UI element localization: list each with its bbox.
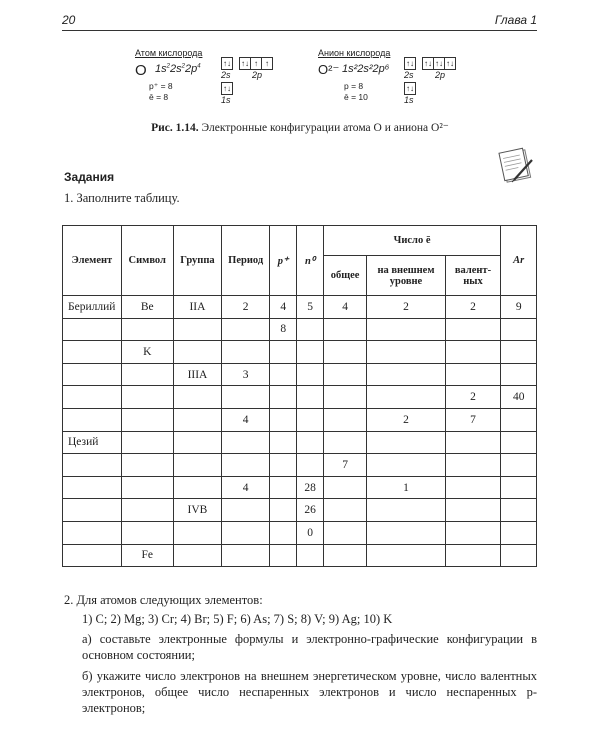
table-cell [270, 431, 297, 454]
table-cell: 4 [222, 408, 270, 431]
table-cell [121, 408, 173, 431]
table-row [63, 544, 537, 567]
table-cell: 9 [501, 296, 537, 319]
notepad-icon [496, 146, 536, 186]
table-cell [323, 408, 367, 431]
table-cell [121, 386, 173, 409]
table-cell [270, 454, 297, 477]
table-cell [222, 318, 270, 341]
atom-formula: $1s^22s^22p^4$ [155, 63, 201, 75]
table-cell: Цезий [63, 431, 122, 454]
table-row [63, 476, 537, 499]
anion-formula: 1s²2s²2p⁶ [342, 63, 390, 75]
table-row [63, 363, 537, 386]
anion-1s-cell: ↑↓ [406, 84, 414, 93]
table-cell [323, 476, 367, 499]
header-protons: p⁺ [270, 226, 297, 296]
elements-table [62, 225, 537, 567]
table-cell [173, 431, 222, 454]
table-cell [121, 318, 173, 341]
table-cell: K [121, 341, 173, 364]
table-cell [270, 341, 297, 364]
table-cell [367, 454, 445, 477]
table-cell [270, 408, 297, 431]
table-cell: 2 [367, 408, 445, 431]
table-cell: 2 [445, 296, 501, 319]
table-cell: 2 [222, 296, 270, 319]
atom-2s-label: 2s [221, 70, 231, 80]
header-electron-count: Число ē [323, 226, 501, 256]
anion-2s-cell: ↑↓ [406, 59, 414, 68]
task-2-item-b: б) укажите число электронов на внешнем энергетическом уровне, число валентных электронов, общее число неспаренных электронов и число неспаренных p-электронов; [82, 669, 537, 715]
table-cell [445, 431, 501, 454]
table-cell [297, 408, 323, 431]
table-cell [63, 544, 122, 567]
table-cell [323, 341, 367, 364]
table-cell: 5 [297, 296, 323, 319]
table-cell [222, 544, 270, 567]
task-2-intro: 2. Для атомов следующих элементов: [64, 593, 263, 607]
table-cell [367, 386, 445, 409]
table-cell [222, 521, 270, 544]
table-cell [63, 408, 122, 431]
table-cell [323, 544, 367, 567]
table-cell [121, 454, 173, 477]
table-cell [323, 386, 367, 409]
table-cell [445, 454, 501, 477]
atom-2p-label: 2p [252, 70, 263, 80]
table-cell: 28 [297, 476, 323, 499]
table-cell: IIIA [173, 363, 222, 386]
table-cell [121, 476, 173, 499]
table-cell [270, 499, 297, 522]
table-cell [173, 408, 222, 431]
table-cell [445, 363, 501, 386]
table-cell: IIA [173, 296, 222, 319]
table-cell [367, 499, 445, 522]
page-number: 20 [62, 13, 76, 27]
task-2-element-list: 1) C; 2) Mg; 3) Cr; 4) Br; 5) F; 6) As; 7) S; 8) V; 9) Ag; 10) K [82, 612, 393, 626]
table-cell [173, 476, 222, 499]
table-cell [222, 386, 270, 409]
table-cell [297, 318, 323, 341]
atom-configuration [135, 48, 295, 108]
table-cell [63, 521, 122, 544]
table-row [63, 431, 537, 454]
anion-1s-label: 1s [404, 95, 414, 105]
table-cell: Be [121, 296, 173, 319]
header-symbol: Символ [121, 226, 173, 296]
table-cell [445, 318, 501, 341]
table-cell [323, 499, 367, 522]
table-cell [323, 363, 367, 386]
table-cell [297, 431, 323, 454]
table-cell [270, 363, 297, 386]
table-row [63, 408, 537, 431]
table-cell [501, 431, 537, 454]
header-group: Группа [173, 226, 222, 296]
table-cell [367, 318, 445, 341]
table-cell [222, 499, 270, 522]
table-cell [173, 341, 222, 364]
header-period: Период [222, 226, 270, 296]
header-outer-level: на внешнем уровне [367, 256, 445, 296]
table-cell [501, 521, 537, 544]
table-cell [501, 363, 537, 386]
table-cell [270, 544, 297, 567]
table-cell [367, 521, 445, 544]
table-cell [222, 431, 270, 454]
table-cell [63, 454, 122, 477]
table-cell: 4 [323, 296, 367, 319]
table-cell [63, 476, 122, 499]
table-row [63, 296, 537, 319]
atom-counts: p⁺ = 8 ē = 8 [149, 81, 173, 102]
anion-title: Анион кислорода [318, 48, 391, 58]
table-cell [445, 544, 501, 567]
table-row [63, 341, 537, 364]
table-cell: IVB [173, 499, 222, 522]
atom-title: Атом кислорода [135, 48, 203, 58]
atom-1s-cell: ↑↓ [223, 84, 231, 93]
atom-symbol: O [135, 62, 147, 79]
table-cell [173, 318, 222, 341]
table-cell: 7 [323, 454, 367, 477]
table-row [63, 386, 537, 409]
figure-caption [0, 120, 600, 134]
table-cell [121, 363, 173, 386]
table-cell [173, 386, 222, 409]
table-row [63, 521, 537, 544]
table-cell [297, 363, 323, 386]
table-row [63, 454, 537, 477]
table-cell [270, 476, 297, 499]
page-header [62, 10, 537, 31]
table-cell [222, 454, 270, 477]
table-cell [297, 386, 323, 409]
anion-2p-cells: ↑↓ ↑↓ ↑↓ [424, 59, 454, 68]
table-cell: 7 [445, 408, 501, 431]
table-cell: 8 [270, 318, 297, 341]
chapter-label: Глава 1 [494, 13, 537, 27]
table-cell [367, 431, 445, 454]
table-cell: 2 [367, 296, 445, 319]
table-cell [367, 341, 445, 364]
table-cell [63, 318, 122, 341]
table-cell [367, 544, 445, 567]
table-cell: 0 [297, 521, 323, 544]
header-total: общее [323, 256, 367, 296]
table-cell [297, 544, 323, 567]
table-cell [297, 341, 323, 364]
table-cell [121, 431, 173, 454]
atom-2s-cell: ↑↓ [223, 59, 231, 68]
table-cell [63, 499, 122, 522]
task-1-text: 1. Заполните таблицу. [64, 191, 180, 205]
table-cell [445, 476, 501, 499]
caption-label: Рис. 1.14. [151, 122, 199, 134]
anion-counts: p = 8 ē = 10 [344, 81, 368, 102]
table-cell [222, 341, 270, 364]
table-cell [173, 454, 222, 477]
caption-text: Электронные конфигурации атома O и аниона O²⁻ [201, 122, 449, 134]
table-cell: 2 [445, 386, 501, 409]
table-cell: 4 [222, 476, 270, 499]
table-cell [63, 341, 122, 364]
section-title: Задания [64, 170, 115, 184]
anion-2p-label: 2p [435, 70, 446, 80]
header-valence: валент-ных [445, 256, 501, 296]
table-cell: 4 [270, 296, 297, 319]
table-cell [501, 318, 537, 341]
table-cell [297, 454, 323, 477]
atom-2p-cells: ↑↓ ↑ ↑ [239, 57, 273, 70]
anion-2s-label: 2s [404, 70, 414, 80]
table-cell [501, 341, 537, 364]
table-cell [270, 521, 297, 544]
table-cell: 40 [501, 386, 537, 409]
table-cell [173, 544, 222, 567]
table-cell [63, 386, 122, 409]
anion-symbol: O²⁻ [318, 62, 340, 77]
table-cell [445, 341, 501, 364]
task-2-item-a: а) составьте электронные формулы и электронно-графические конфигурации в основном состоянии; [82, 632, 537, 662]
table-cell: 3 [222, 363, 270, 386]
table-cell [323, 431, 367, 454]
table-cell [367, 363, 445, 386]
table-cell: 26 [297, 499, 323, 522]
anion-configuration [318, 48, 478, 108]
table-cell [501, 454, 537, 477]
table-cell [63, 363, 122, 386]
table-cell [121, 521, 173, 544]
table-cell [445, 499, 501, 522]
table-row [63, 499, 537, 522]
table-cell [501, 499, 537, 522]
table-cell: 1 [367, 476, 445, 499]
header-atomic-mass: Ar [501, 226, 537, 296]
header-element: Элемент [63, 226, 122, 296]
header-neutrons: n⁰ [297, 226, 323, 296]
table-cell [445, 521, 501, 544]
table-cell [270, 386, 297, 409]
table-cell: Бериллий [63, 296, 122, 319]
table-cell [501, 544, 537, 567]
table-cell [501, 476, 537, 499]
table-cell [173, 521, 222, 544]
table-cell: Fe [121, 544, 173, 567]
table-row [63, 318, 537, 341]
table-cell [323, 521, 367, 544]
table-cell [501, 408, 537, 431]
atom-1s-label: 1s [221, 95, 231, 105]
table-cell [121, 499, 173, 522]
table-cell [323, 318, 367, 341]
